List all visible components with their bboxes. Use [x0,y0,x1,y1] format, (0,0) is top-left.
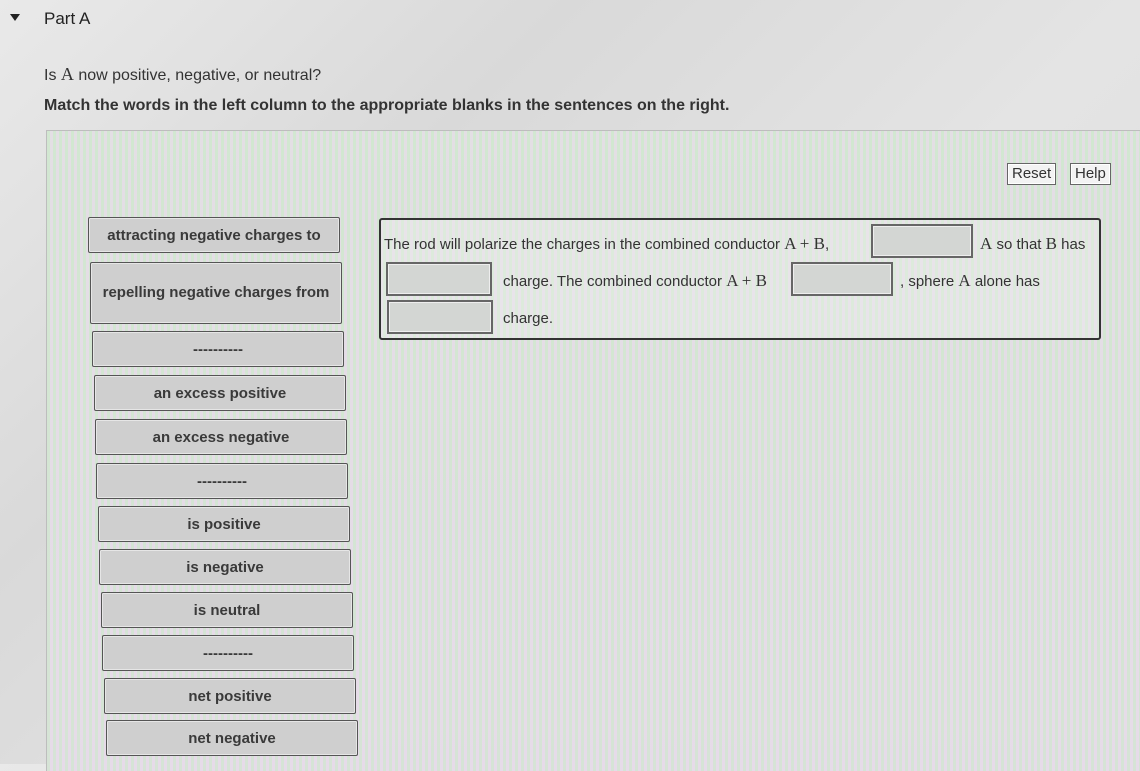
sentence-line-2-end: , sphere A alone has [900,271,1040,290]
drop-blank-4[interactable] [387,300,493,334]
word-chip-separator[interactable]: ---------- [92,331,344,367]
word-chip-excess-positive[interactable]: an excess positive [94,375,346,411]
word-chip-net-negative[interactable]: net negative [106,720,358,756]
drop-blank-3[interactable] [791,262,893,296]
word-chip-is-negative[interactable]: is negative [99,549,351,585]
word-chip-separator[interactable]: ---------- [102,635,354,671]
word-chip-separator[interactable]: ---------- [96,463,348,499]
help-button[interactable]: Help [1070,163,1111,185]
word-chip-excess-negative[interactable]: an excess negative [95,419,347,455]
sentence-line-2: charge. The combined conductor A + B [503,271,767,290]
drop-blank-2[interactable] [386,262,492,296]
word-chip-is-positive[interactable]: is positive [98,506,350,542]
part-title[interactable]: Part A [44,9,91,28]
word-chip-repelling[interactable]: repelling negative charges from [90,262,342,324]
sentence-line-3: charge. [503,310,554,327]
sentence-line-1-end: A so that B has [980,234,1086,253]
drop-blank-1[interactable] [871,224,973,258]
word-chip-net-positive[interactable]: net positive [104,678,356,714]
reset-button[interactable]: Reset [1007,163,1056,185]
sentence-line-1: The rod will polarize the charges in the combined conductor A + B, [384,234,830,253]
instruction-text: Match the words in the left column to the appropriate blanks in the sentences on the right. [44,97,730,114]
word-chip-is-neutral[interactable]: is neutral [101,592,353,628]
collapse-caret-icon[interactable] [10,14,20,21]
word-chip-attracting[interactable]: attracting negative charges to [88,217,340,253]
question-text: Is A now positive, negative, or neutral? [44,64,322,84]
